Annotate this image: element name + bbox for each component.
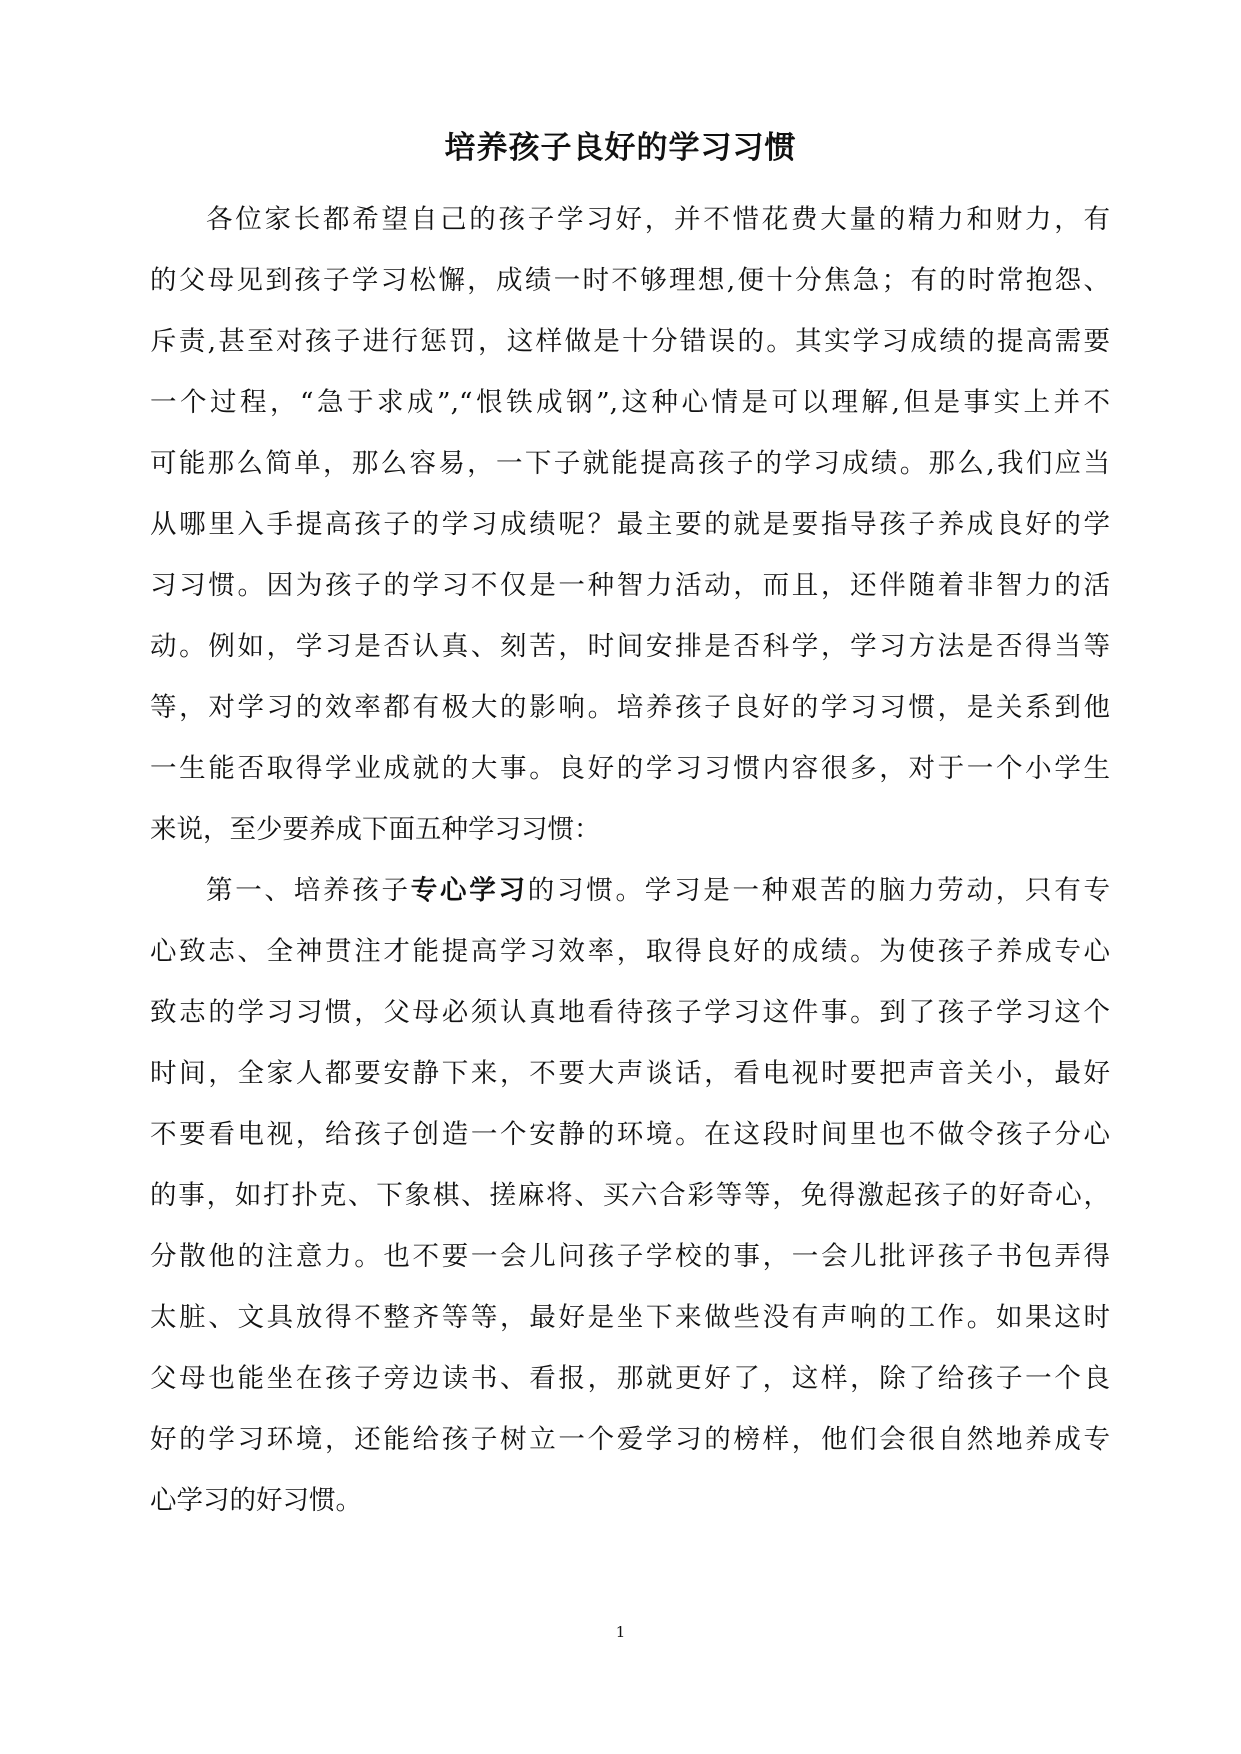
text-line: 致志的学习习惯，父母必须认真地看待孩子学习这件事。到了孩子学习这个 <box>150 997 1110 1028</box>
text-line: 等，对学习的效率都有极大的影响。培养孩子良好的学习习惯，是关系到他 <box>150 692 1110 723</box>
paragraph-intro <box>150 196 1110 867</box>
text-line: 好的学习环境，还能给孩子树立一个爱学习的榜样，他们会很自然地养成专 <box>150 1424 1110 1455</box>
text-line: 一生能否取得学业成就的大事。良好的学习习惯内容很多，对于一个小学生 <box>150 753 1110 784</box>
text-line: 心学习的好习惯。 <box>150 1485 362 1516</box>
paragraph-focus-habit <box>150 867 1110 1538</box>
text-line: 从哪里入手提高孩子的学习成绩呢？最主要的就是要指导孩子养成良好的学 <box>150 509 1110 540</box>
text-line: 时间，全家人都要安静下来，不要大声谈话，看电视时要把声音关小，最好 <box>150 1058 1110 1089</box>
document-body <box>150 196 1110 1538</box>
page-number: 1 <box>615 1623 626 1641</box>
text-line: 不要看电视，给孩子创造一个安静的环境。在这段时间里也不做令孩子分心 <box>150 1119 1110 1150</box>
text-run: 第一、培养孩子 <box>206 875 411 906</box>
text-line: 习习惯。因为孩子的学习不仅是一种智力活动，而且，还伴随着非智力的活 <box>150 570 1110 601</box>
text-line: 父母也能坐在孩子旁边读书、看报，那就更好了，这样，除了给孩子一个良 <box>150 1363 1110 1394</box>
text-line <box>150 867 1110 928</box>
text-line: 动。例如，学习是否认真、刻苦，时间安排是否科学，学习方法是否得当等 <box>150 631 1110 662</box>
text-line: 一个过程，“急于求成”,“恨铁成钢”,这种心情是可以理解,但是事实上并不 <box>150 387 1110 418</box>
text-line: 各位家长都希望自己的孩子学习好，并不惜花费大量的精力和财力，有 <box>206 204 1110 235</box>
text-line: 可能那么简单，那么容易，一下子就能提高孩子的学习成绩。那么,我们应当 <box>150 448 1110 479</box>
text-line: 的事，如打扑克、下象棋、搓麻将、买六合彩等等，免得激起孩子的好奇心， <box>150 1180 1110 1211</box>
text-line: 来说，至少要养成下面五种学习习惯： <box>150 814 601 845</box>
text-run: 的习惯。学习是一种艰苦的脑力劳动，只有专 <box>527 875 1110 906</box>
text-line: 斥责,甚至对孩子进行惩罚，这样做是十分错误的。其实学习成绩的提高需要 <box>150 326 1110 357</box>
emphasis-text: 专心学习 <box>410 875 528 906</box>
document-title: 培养孩子良好的学习习惯 <box>444 130 797 166</box>
text-line: 心致志、全神贯注才能提高学习效率，取得良好的成绩。为使孩子养成专心 <box>150 936 1110 967</box>
text-line: 的父母见到孩子学习松懈，成绩一时不够理想,便十分焦急；有的时常抱怨、 <box>150 265 1110 296</box>
text-line: 太脏、文具放得不整齐等等，最好是坐下来做些没有声响的工作。如果这时 <box>150 1302 1110 1333</box>
text-line: 分散他的注意力。也不要一会儿问孩子学校的事，一会儿批评孩子书包弄得 <box>150 1241 1110 1272</box>
